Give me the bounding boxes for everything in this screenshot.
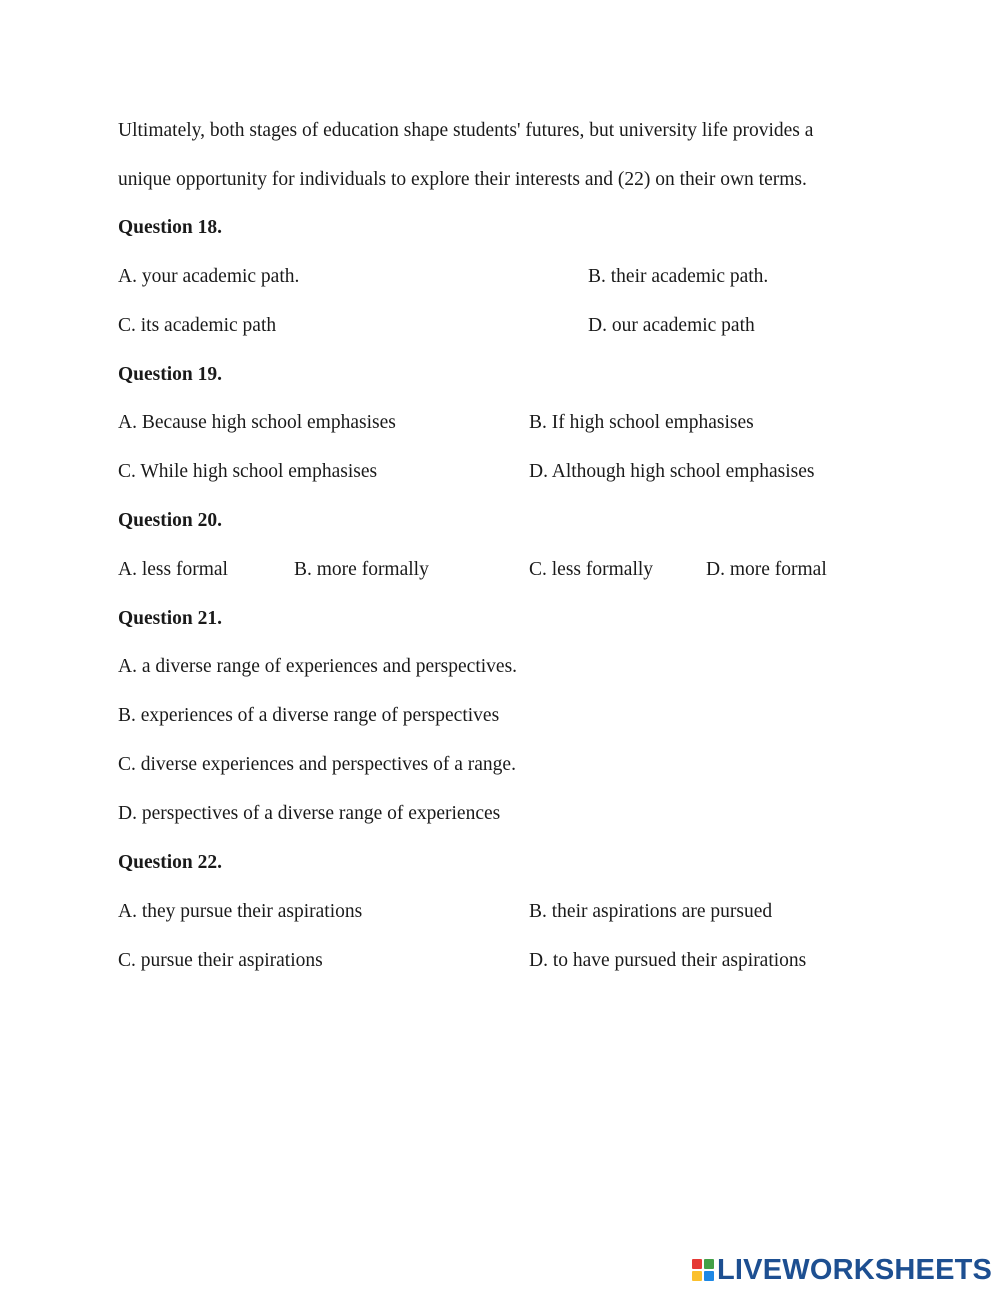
q21-option-b[interactable]: B. experiences of a diverse range of perspectives — [118, 705, 500, 726]
mark-square-4 — [704, 1271, 714, 1281]
question-19-label: Question 19. — [118, 364, 223, 385]
q20-option-b[interactable]: B. more formally — [294, 559, 429, 580]
question-21-label: Question 21. — [118, 608, 223, 629]
q19-option-c[interactable]: C. While high school emphasises — [118, 461, 378, 482]
q20-option-a[interactable]: A. less formal — [118, 559, 228, 580]
q19-option-a[interactable]: A. Because high school emphasises — [118, 412, 396, 433]
q18-option-d[interactable]: D. our academic path — [588, 315, 755, 336]
passage-line-1: Ultimately, both stages of education shape students' futures, but university life provides a — [118, 120, 814, 141]
q19-option-b[interactable]: B. If high school emphasises — [529, 412, 754, 433]
mark-square-1 — [692, 1259, 702, 1269]
q21-option-d[interactable]: D. perspectives of a diverse range of experiences — [118, 803, 501, 824]
q21-option-a[interactable]: A. a diverse range of experiences and perspectives. — [118, 656, 518, 677]
passage-line-2: unique opportunity for individuals to explore their interests and (22) on their own terms. — [118, 169, 807, 190]
q22-option-b[interactable]: B. their aspirations are pursued — [529, 901, 773, 922]
q18-option-a[interactable]: A. your academic path. — [118, 266, 300, 287]
q22-option-d[interactable]: D. to have pursued their aspirations — [529, 950, 807, 971]
q18-option-b[interactable]: B. their academic path. — [588, 266, 769, 287]
q20-option-c[interactable]: C. less formally — [529, 559, 654, 580]
liveworksheets-mark-icon — [692, 1259, 714, 1281]
q18-option-c[interactable]: C. its academic path — [118, 315, 277, 336]
question-22-label: Question 22. — [118, 852, 223, 873]
mark-square-2 — [704, 1259, 714, 1269]
q22-option-a[interactable]: A. they pursue their aspirations — [118, 901, 363, 922]
q21-option-c[interactable]: C. diverse experiences and perspectives of a range. — [118, 754, 516, 775]
liveworksheets-wordmark: LIVEWORKSHEETS — [717, 1253, 993, 1286]
q20-option-d[interactable]: D. more formal — [706, 559, 827, 580]
question-20-label: Question 20. — [118, 510, 223, 531]
q22-option-c[interactable]: C. pursue their aspirations — [118, 950, 323, 971]
mark-square-3 — [692, 1271, 702, 1281]
question-18-label: Question 18. — [118, 217, 223, 238]
q19-option-d[interactable]: D. Although high school emphasises — [529, 461, 815, 482]
liveworksheets-logo — [692, 1255, 992, 1285]
